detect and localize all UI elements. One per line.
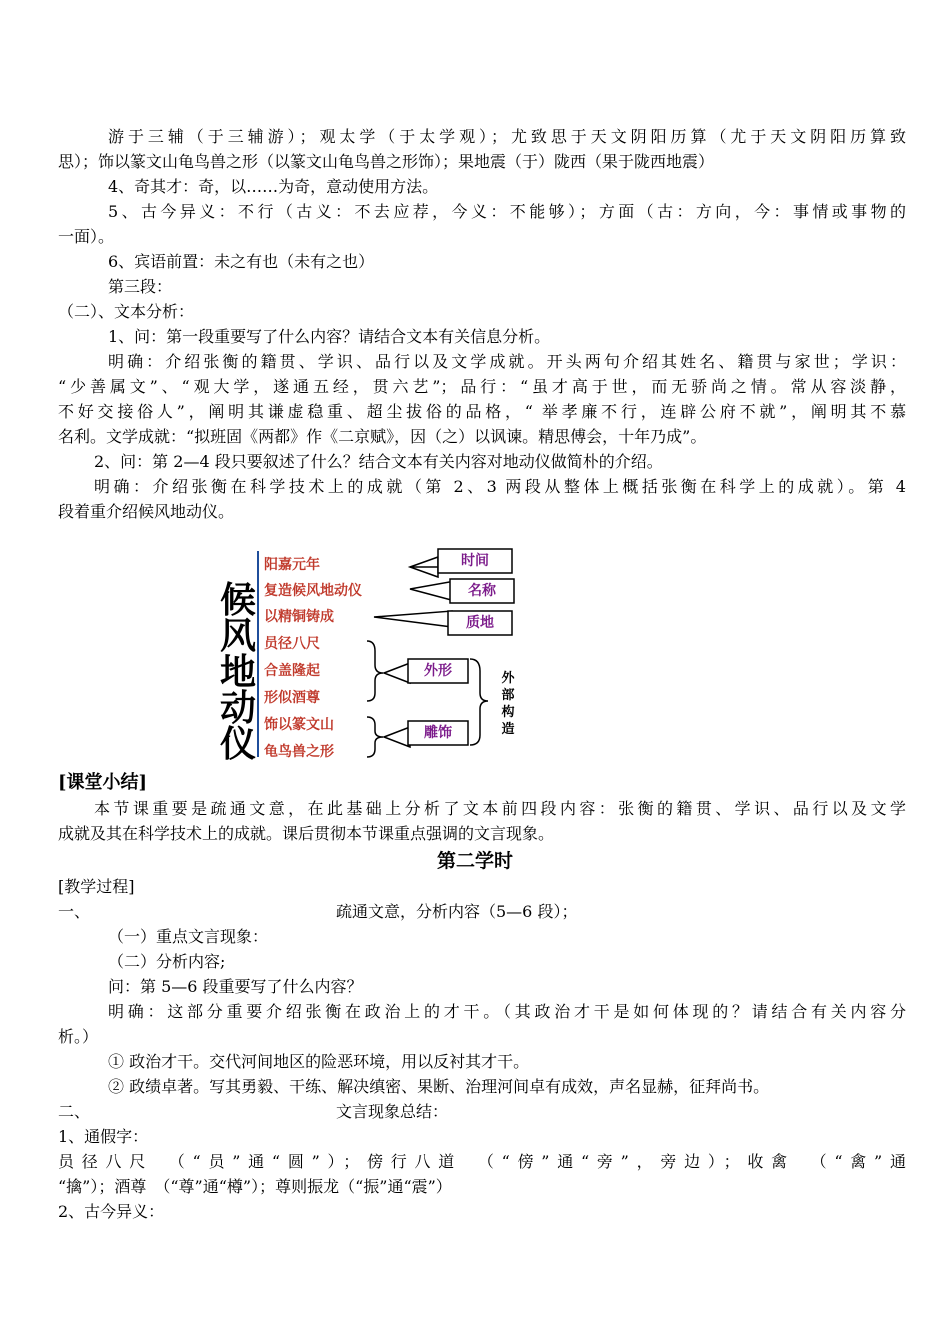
list-heading: 文言现象总结： [336,1102,449,1121]
summary-line: 本节课重要是疏通文意，在此基础上分析了文本前四段内容：张衡的籍贯、学识、品行以及文学 [94,799,906,818]
diagram-item: 阳嘉元年 [264,557,320,573]
list-heading: 疏通文意，分析内容（5—6 段）； [336,902,578,921]
diagram-item: 以精铜铸成 [264,609,334,625]
paragraph-line: ① 政治才干。交代河间地区的险恶环境，用以反衬其才干。 [108,1052,530,1071]
paragraph-line: 2、古今异义： [58,1202,165,1221]
paragraph-line: 思）；饰以篆文山龟鸟兽之形（以篆文山龟鸟兽之形饰）；果地震（于）陇西（果于陇西地震） [58,152,715,171]
paragraph-line: 1、问：第一段重要写了什么内容？请结合文本有关信息分析。 [108,327,551,346]
paragraph-line: 明确：这部分重要介绍张衡在政治上的才干。（其政治才干是如何体现的？请结合有关内容分 [108,1002,906,1021]
seismograph-diagram [212,545,532,765]
paragraph-line: 明确：介绍张衡在科学技术上的成就（第 2、3 两段从整体上概括张衡在科学上的成就）。第 4 [94,477,906,496]
paragraph-line: 不好交接俗人”，阐明其谦虚稳重、超尘拔俗的品格，“ 举孝廉不行，连辟公府不就”，阐明其不慕 [58,402,906,421]
title-char: 动 [219,688,256,729]
section-heading: （二）、文本分析： [58,302,195,321]
paragraph-line: 第三段： [108,277,173,296]
section-title: 第二学时 [436,850,513,872]
label-name: 名称 [468,583,496,599]
process-heading: [教学过程] [58,877,135,896]
diagram-item: 饰以篆文山 [264,717,334,733]
paragraph-line: 1、通假字： [58,1127,149,1146]
side-char: 外 [501,671,515,686]
diagram-item: 员径八尺 [264,636,320,652]
paragraph-line: 段着重介绍候风地动仪。 [58,502,235,521]
summary-line: 成就及其在科学技术上的成就。课后贯彻本节课重点强调的文言现象。 [58,824,555,843]
list-number: 二、 [58,1102,91,1121]
list-number: 一、 [58,902,91,921]
label-time: 时间 [461,553,489,569]
side-char: 造 [501,722,515,737]
paragraph-line: 一面）。 [58,227,115,246]
title-char: 仪 [219,724,256,765]
paragraph-line: 6、宾语前置：未之有也（未有之也） [108,252,375,271]
diagram-item: 形似酒尊 [264,690,320,706]
label-shape: 外形 [424,663,452,679]
label-material: 质地 [466,615,494,631]
paragraph-line: 5、古今异义：不行（古义：不去应荐，今义：不能够）；方面（古：方向，今：事情或事物的 [108,202,906,221]
title-char: 地 [219,652,256,693]
summary-heading: [课堂小结] [58,772,148,793]
paragraph-line: （二）分析内容; [108,952,226,971]
diagram-title [218,580,258,765]
side-char: 构 [501,705,515,720]
external-structure-label [498,670,518,738]
paragraph-line: 析。） [58,1027,99,1046]
paragraph-line: 名利。文学成就：“拟班固《两都》作《二京赋》，因（之）以讽谏。精思傅会，十年乃成”。 [58,427,707,446]
paragraph-line: 4、奇其才：奇，以……为奇，意动使用方法。 [108,177,439,196]
paragraph-line: 游于三辅（于三辅游）；观太学（于太学观）；尤致思于天文阴阳历算（尤于天文阴阳历算致 [108,127,906,146]
paragraph-line: （一）重点文言现象： [108,927,269,946]
paragraph-line: “擒”）；酒尊 （“尊”通“樽”）；尊则振龙（“振”通“震”） [58,1177,452,1196]
label-decoration: 雕饰 [424,725,452,741]
paragraph-line: ② 政绩卓著。写其勇毅、干练、解决缜密、果断、治理河间卓有成效，声名显赫，征拜尚书。 [108,1077,770,1096]
diagram-item: 复造候风地动仪 [264,583,362,599]
title-char: 风 [219,616,256,657]
paragraph-line: 问：第 5—6 段重要写了什么内容？ [108,977,363,996]
diagram-item: 龟鸟兽之形 [264,744,334,760]
title-char: 候 [219,580,256,621]
paragraph-line: 2、问：第 2—4 段只要叙述了什么？结合文本有关内容对地动仪做简朴的介绍。 [94,452,663,471]
paragraph-line: “少善属文”、“观大学，遂通五经，贯六艺”；品行：“虽才高于世，而无骄尚之情。常从容淡静， [58,377,906,396]
side-char: 部 [501,688,515,703]
paragraph-line: 员径八尺 （“员”通“圆”）；傍行八道 （“傍”通“旁”，旁边）；收禽 （“禽”通 [58,1152,906,1171]
diagram-item: 合盖隆起 [264,663,320,679]
paragraph-line: 明确：介绍张衡的籍贯、学识、品行以及文学成就。开头两句介绍其姓名、籍贯与家世；学识： [108,352,906,371]
